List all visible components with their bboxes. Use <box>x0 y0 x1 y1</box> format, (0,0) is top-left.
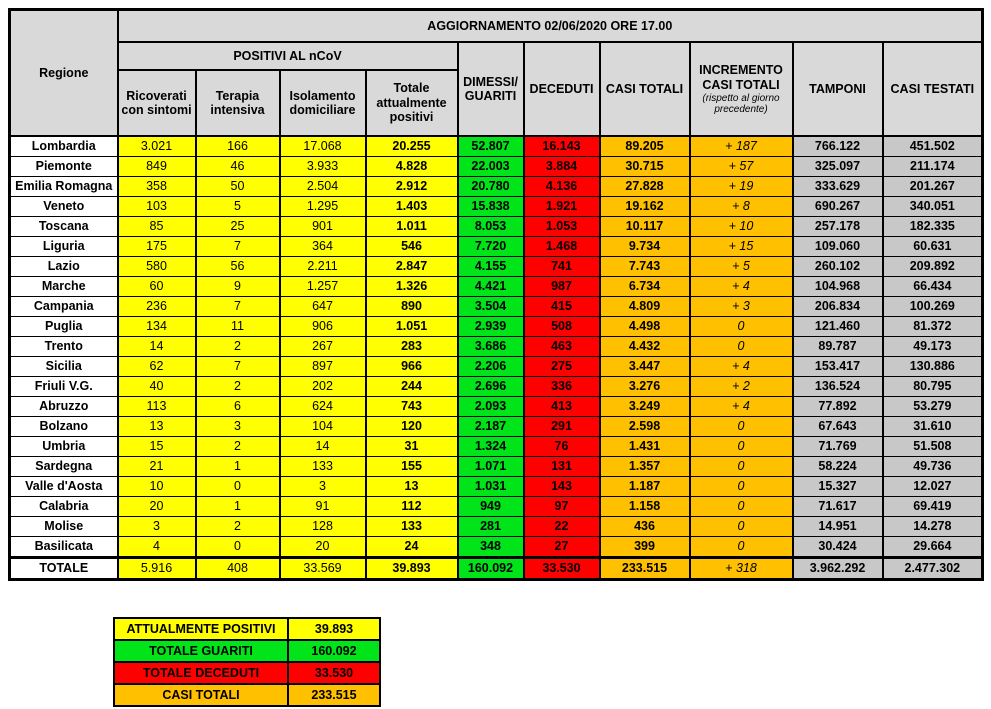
cell-totale-positivi: 24 <box>366 537 458 558</box>
cell-dimessi-guariti: 20.780 <box>458 177 524 197</box>
summary-row <box>114 662 380 684</box>
cell-totale-positivi: 20.255 <box>366 136 458 157</box>
col-header-dimessi-guariti: DIMESSI/ GUARITI <box>458 42 524 136</box>
col-header-ricoverati: Ricoverati con sintomi <box>118 70 196 136</box>
region-row <box>10 357 983 377</box>
cell-incremento: 0 <box>690 517 793 537</box>
cell-casi-testati: 53.279 <box>883 397 983 417</box>
summary-row <box>114 618 380 640</box>
cell-ricoverati: 5.916 <box>118 558 196 580</box>
cell-incremento: + 57 <box>690 157 793 177</box>
cell-casi-testati: 49.173 <box>883 337 983 357</box>
cell-ricoverati: 3.021 <box>118 136 196 157</box>
cell-region: Abruzzo <box>10 397 118 417</box>
cell-incremento: + 4 <box>690 357 793 377</box>
cell-casi-testati: 209.892 <box>883 257 983 277</box>
cell-tamponi: 58.224 <box>793 457 883 477</box>
cell-region: Emilia Romagna <box>10 177 118 197</box>
cell-terapia-intensiva: 2 <box>196 437 280 457</box>
region-row <box>10 317 983 337</box>
region-row <box>10 177 983 197</box>
cell-casi-totali: 4.809 <box>600 297 690 317</box>
cell-casi-testati: 211.174 <box>883 157 983 177</box>
cell-isolamento: 647 <box>280 297 366 317</box>
region-row <box>10 437 983 457</box>
cell-ricoverati: 40 <box>118 377 196 397</box>
cell-dimessi-guariti: 22.003 <box>458 157 524 177</box>
cell-deceduti: 131 <box>524 457 600 477</box>
cell-incremento: 0 <box>690 457 793 477</box>
cell-tamponi: 136.524 <box>793 377 883 397</box>
summary-row <box>114 684 380 706</box>
cell-casi-testati: 451.502 <box>883 136 983 157</box>
cell-casi-testati: 80.795 <box>883 377 983 397</box>
cell-incremento: + 2 <box>690 377 793 397</box>
col-header-terapia-intensiva: Terapia intensiva <box>196 70 280 136</box>
cell-totale-positivi: 966 <box>366 357 458 377</box>
cell-deceduti: 741 <box>524 257 600 277</box>
cell-incremento: + 4 <box>690 277 793 297</box>
cell-casi-totali: 6.734 <box>600 277 690 297</box>
region-row <box>10 257 983 277</box>
cell-ricoverati: 60 <box>118 277 196 297</box>
cell-terapia-intensiva: 3 <box>196 417 280 437</box>
cell-deceduti: 291 <box>524 417 600 437</box>
summary-value: 33.530 <box>288 662 380 684</box>
cell-totale-positivi: 244 <box>366 377 458 397</box>
cell-terapia-intensiva: 50 <box>196 177 280 197</box>
cell-ricoverati: 580 <box>118 257 196 277</box>
cell-incremento: 0 <box>690 477 793 497</box>
cell-dimessi-guariti: 281 <box>458 517 524 537</box>
cell-casi-totali: 89.205 <box>600 136 690 157</box>
cell-region: Basilicata <box>10 537 118 558</box>
cell-casi-testati: 60.631 <box>883 237 983 257</box>
cell-deceduti: 1.921 <box>524 197 600 217</box>
summary-value: 39.893 <box>288 618 380 640</box>
cell-isolamento: 3.933 <box>280 157 366 177</box>
cell-isolamento: 624 <box>280 397 366 417</box>
cell-incremento: 0 <box>690 537 793 558</box>
cell-casi-testati: 81.372 <box>883 317 983 337</box>
cell-ricoverati: 236 <box>118 297 196 317</box>
summary-label: CASI TOTALI <box>114 684 288 706</box>
cell-totale-positivi: 120 <box>366 417 458 437</box>
cell-dimessi-guariti: 1.071 <box>458 457 524 477</box>
cell-region: Sicilia <box>10 357 118 377</box>
cell-dimessi-guariti: 2.093 <box>458 397 524 417</box>
cell-deceduti: 336 <box>524 377 600 397</box>
cell-tamponi: 71.617 <box>793 497 883 517</box>
cell-terapia-intensiva: 166 <box>196 136 280 157</box>
cell-tamponi: 15.327 <box>793 477 883 497</box>
cell-ricoverati: 14 <box>118 337 196 357</box>
cell-totale-positivi: 155 <box>366 457 458 477</box>
cell-incremento: 0 <box>690 317 793 337</box>
cell-totale-positivi: 133 <box>366 517 458 537</box>
cell-terapia-intensiva: 5 <box>196 197 280 217</box>
cell-deceduti: 97 <box>524 497 600 517</box>
summary-label: TOTALE GUARITI <box>114 640 288 662</box>
cell-isolamento: 267 <box>280 337 366 357</box>
cell-region: Liguria <box>10 237 118 257</box>
cell-totale-positivi: 1.011 <box>366 217 458 237</box>
cell-ricoverati: 175 <box>118 237 196 257</box>
cell-casi-totali: 1.187 <box>600 477 690 497</box>
cell-casi-testati: 66.434 <box>883 277 983 297</box>
cell-dimessi-guariti: 4.421 <box>458 277 524 297</box>
cell-incremento: + 3 <box>690 297 793 317</box>
cell-incremento: 0 <box>690 437 793 457</box>
cell-terapia-intensiva: 6 <box>196 397 280 417</box>
col-group-positivi: POSITIVI AL nCoV <box>118 42 458 70</box>
cell-casi-totali: 4.498 <box>600 317 690 337</box>
cell-casi-testati: 130.886 <box>883 357 983 377</box>
col-header-casi-totali: CASI TOTALI <box>600 42 690 136</box>
cell-region: Trento <box>10 337 118 357</box>
cell-terapia-intensiva: 11 <box>196 317 280 337</box>
cell-dimessi-guariti: 8.053 <box>458 217 524 237</box>
cell-isolamento: 2.504 <box>280 177 366 197</box>
cell-isolamento: 897 <box>280 357 366 377</box>
cell-isolamento: 901 <box>280 217 366 237</box>
summary-value: 233.515 <box>288 684 380 706</box>
cell-ricoverati: 113 <box>118 397 196 417</box>
cell-terapia-intensiva: 1 <box>196 497 280 517</box>
cell-terapia-intensiva: 0 <box>196 477 280 497</box>
summary-row <box>114 640 380 662</box>
cell-casi-testati: 69.419 <box>883 497 983 517</box>
cell-ricoverati: 85 <box>118 217 196 237</box>
cell-tamponi: 89.787 <box>793 337 883 357</box>
cell-tamponi: 3.962.292 <box>793 558 883 580</box>
cell-deceduti: 463 <box>524 337 600 357</box>
cell-deceduti: 4.136 <box>524 177 600 197</box>
cell-terapia-intensiva: 1 <box>196 457 280 477</box>
cell-totale-positivi: 1.051 <box>366 317 458 337</box>
region-row <box>10 136 983 157</box>
cell-incremento: + 19 <box>690 177 793 197</box>
cell-casi-testati: 182.335 <box>883 217 983 237</box>
cell-dimessi-guariti: 15.838 <box>458 197 524 217</box>
cell-totale-positivi: 890 <box>366 297 458 317</box>
cell-isolamento: 364 <box>280 237 366 257</box>
cell-tamponi: 690.267 <box>793 197 883 217</box>
region-row <box>10 157 983 177</box>
cell-incremento: + 10 <box>690 217 793 237</box>
cell-casi-totali: 436 <box>600 517 690 537</box>
cell-ricoverati: 3 <box>118 517 196 537</box>
cell-ricoverati: 134 <box>118 317 196 337</box>
cell-isolamento: 91 <box>280 497 366 517</box>
cell-terapia-intensiva: 408 <box>196 558 280 580</box>
cell-ricoverati: 4 <box>118 537 196 558</box>
cell-dimessi-guariti: 2.696 <box>458 377 524 397</box>
cell-region: Friuli V.G. <box>10 377 118 397</box>
cell-totale-positivi: 546 <box>366 237 458 257</box>
cell-isolamento: 104 <box>280 417 366 437</box>
cell-casi-totali: 2.598 <box>600 417 690 437</box>
cell-dimessi-guariti: 52.807 <box>458 136 524 157</box>
region-row <box>10 477 983 497</box>
cell-totale-positivi: 39.893 <box>366 558 458 580</box>
cell-casi-totali: 19.162 <box>600 197 690 217</box>
cell-isolamento: 14 <box>280 437 366 457</box>
cell-tamponi: 30.424 <box>793 537 883 558</box>
cell-casi-totali: 10.117 <box>600 217 690 237</box>
cell-isolamento: 20 <box>280 537 366 558</box>
cell-deceduti: 3.884 <box>524 157 600 177</box>
region-row <box>10 297 983 317</box>
cell-totale-positivi: 13 <box>366 477 458 497</box>
cell-terapia-intensiva: 7 <box>196 297 280 317</box>
cell-tamponi: 77.892 <box>793 397 883 417</box>
cell-deceduti: 76 <box>524 437 600 457</box>
cell-incremento: + 5 <box>690 257 793 277</box>
cell-tamponi: 257.178 <box>793 217 883 237</box>
cell-totale-positivi: 112 <box>366 497 458 517</box>
cell-tamponi: 260.102 <box>793 257 883 277</box>
cell-casi-testati: 29.664 <box>883 537 983 558</box>
cell-casi-totali: 9.734 <box>600 237 690 257</box>
cell-tamponi: 14.951 <box>793 517 883 537</box>
cell-region: Veneto <box>10 197 118 217</box>
cell-tamponi: 206.834 <box>793 297 883 317</box>
cell-dimessi-guariti: 3.686 <box>458 337 524 357</box>
cell-totale-positivi: 31 <box>366 437 458 457</box>
cell-isolamento: 128 <box>280 517 366 537</box>
cell-casi-totali: 399 <box>600 537 690 558</box>
cell-terapia-intensiva: 2 <box>196 337 280 357</box>
cell-region: Bolzano <box>10 417 118 437</box>
cell-tamponi: 333.629 <box>793 177 883 197</box>
cell-region: Puglia <box>10 317 118 337</box>
cell-terapia-intensiva: 0 <box>196 537 280 558</box>
cell-totale-positivi: 1.326 <box>366 277 458 297</box>
cell-tamponi: 104.968 <box>793 277 883 297</box>
cell-incremento: + 15 <box>690 237 793 257</box>
covid-regions-table <box>8 8 984 581</box>
cell-totale-positivi: 4.828 <box>366 157 458 177</box>
cell-dimessi-guariti: 7.720 <box>458 237 524 257</box>
region-row <box>10 197 983 217</box>
cell-isolamento: 1.295 <box>280 197 366 217</box>
cell-isolamento: 906 <box>280 317 366 337</box>
cell-tamponi: 71.769 <box>793 437 883 457</box>
region-row <box>10 337 983 357</box>
col-header-regione: Regione <box>10 10 118 137</box>
cell-region: Umbria <box>10 437 118 457</box>
cell-ricoverati: 62 <box>118 357 196 377</box>
cell-totale-positivi: 2.912 <box>366 177 458 197</box>
cell-incremento: + 187 <box>690 136 793 157</box>
summary-label: ATTUALMENTE POSITIVI <box>114 618 288 640</box>
col-header-casi-testati: CASI TESTATI <box>883 42 983 136</box>
cell-tamponi: 67.643 <box>793 417 883 437</box>
cell-terapia-intensiva: 9 <box>196 277 280 297</box>
cell-casi-testati: 100.269 <box>883 297 983 317</box>
cell-incremento: 0 <box>690 417 793 437</box>
cell-terapia-intensiva: 25 <box>196 217 280 237</box>
cell-region: Valle d'Aosta <box>10 477 118 497</box>
cell-deceduti: 16.143 <box>524 136 600 157</box>
cell-dimessi-guariti: 2.206 <box>458 357 524 377</box>
cell-incremento: 0 <box>690 497 793 517</box>
incremento-label: INCREMENTO CASI TOTALI <box>699 63 783 92</box>
col-header-totale-positivi: Totale attualmente positivi <box>366 70 458 136</box>
cell-dimessi-guariti: 949 <box>458 497 524 517</box>
cell-terapia-intensiva: 56 <box>196 257 280 277</box>
cell-tamponi: 121.460 <box>793 317 883 337</box>
cell-region: Lazio <box>10 257 118 277</box>
cell-region: Sardegna <box>10 457 118 477</box>
col-header-deceduti: DECEDUTI <box>524 42 600 136</box>
cell-casi-testati: 51.508 <box>883 437 983 457</box>
region-row <box>10 497 983 517</box>
region-row <box>10 237 983 257</box>
cell-casi-testati: 14.278 <box>883 517 983 537</box>
cell-ricoverati: 849 <box>118 157 196 177</box>
cell-casi-testati: 49.736 <box>883 457 983 477</box>
cell-casi-testati: 340.051 <box>883 197 983 217</box>
cell-terapia-intensiva: 2 <box>196 377 280 397</box>
region-row <box>10 417 983 437</box>
cell-isolamento: 3 <box>280 477 366 497</box>
cell-deceduti: 415 <box>524 297 600 317</box>
cell-region: Molise <box>10 517 118 537</box>
cell-casi-totali: 7.743 <box>600 257 690 277</box>
region-row <box>10 457 983 477</box>
col-header-incremento <box>690 42 793 136</box>
incremento-note: (rispetto al giorno precedente) <box>702 92 780 115</box>
cell-dimessi-guariti: 4.155 <box>458 257 524 277</box>
cell-ricoverati: 15 <box>118 437 196 457</box>
cell-casi-totali: 1.357 <box>600 457 690 477</box>
cell-isolamento: 2.211 <box>280 257 366 277</box>
summary-table <box>113 617 381 707</box>
cell-casi-totali: 3.276 <box>600 377 690 397</box>
cell-dimessi-guariti: 3.504 <box>458 297 524 317</box>
cell-region: Toscana <box>10 217 118 237</box>
cell-ricoverati: 10 <box>118 477 196 497</box>
cell-casi-totali: 3.249 <box>600 397 690 417</box>
cell-deceduti: 1.468 <box>524 237 600 257</box>
cell-totale-positivi: 1.403 <box>366 197 458 217</box>
cell-terapia-intensiva: 7 <box>196 357 280 377</box>
cell-dimessi-guariti: 2.187 <box>458 417 524 437</box>
cell-dimessi-guariti: 1.031 <box>458 477 524 497</box>
col-header-tamponi: TAMPONI <box>793 42 883 136</box>
cell-deceduti: 22 <box>524 517 600 537</box>
cell-dimessi-guariti: 2.939 <box>458 317 524 337</box>
cell-deceduti: 987 <box>524 277 600 297</box>
cell-deceduti: 275 <box>524 357 600 377</box>
cell-casi-totali: 4.432 <box>600 337 690 357</box>
cell-deceduti: 413 <box>524 397 600 417</box>
cell-ricoverati: 21 <box>118 457 196 477</box>
region-row <box>10 377 983 397</box>
cell-terapia-intensiva: 7 <box>196 237 280 257</box>
cell-region: Piemonte <box>10 157 118 177</box>
cell-region: TOTALE <box>10 558 118 580</box>
cell-ricoverati: 13 <box>118 417 196 437</box>
cell-totale-positivi: 743 <box>366 397 458 417</box>
totale-row <box>10 558 983 580</box>
cell-incremento: + 8 <box>690 197 793 217</box>
cell-casi-totali: 1.158 <box>600 497 690 517</box>
region-row <box>10 217 983 237</box>
cell-ricoverati: 103 <box>118 197 196 217</box>
cell-incremento: + 318 <box>690 558 793 580</box>
cell-terapia-intensiva: 2 <box>196 517 280 537</box>
cell-casi-testati: 12.027 <box>883 477 983 497</box>
cell-casi-testati: 2.477.302 <box>883 558 983 580</box>
cell-dimessi-guariti: 1.324 <box>458 437 524 457</box>
cell-dimessi-guariti: 348 <box>458 537 524 558</box>
table-title: AGGIORNAMENTO 02/06/2020 ORE 17.00 <box>118 10 983 43</box>
cell-region: Calabria <box>10 497 118 517</box>
cell-casi-totali: 27.828 <box>600 177 690 197</box>
region-row <box>10 517 983 537</box>
cell-deceduti: 33.530 <box>524 558 600 580</box>
cell-isolamento: 133 <box>280 457 366 477</box>
cell-region: Marche <box>10 277 118 297</box>
cell-tamponi: 325.097 <box>793 157 883 177</box>
cell-ricoverati: 358 <box>118 177 196 197</box>
cell-tamponi: 109.060 <box>793 237 883 257</box>
region-row <box>10 397 983 417</box>
cell-incremento: 0 <box>690 337 793 357</box>
cell-dimessi-guariti: 160.092 <box>458 558 524 580</box>
cell-region: Campania <box>10 297 118 317</box>
cell-casi-testati: 201.267 <box>883 177 983 197</box>
cell-casi-totali: 233.515 <box>600 558 690 580</box>
cell-totale-positivi: 283 <box>366 337 458 357</box>
summary-label: TOTALE DECEDUTI <box>114 662 288 684</box>
cell-casi-totali: 30.715 <box>600 157 690 177</box>
cell-casi-testati: 31.610 <box>883 417 983 437</box>
cell-deceduti: 143 <box>524 477 600 497</box>
cell-casi-totali: 1.431 <box>600 437 690 457</box>
cell-deceduti: 508 <box>524 317 600 337</box>
cell-deceduti: 1.053 <box>524 217 600 237</box>
cell-isolamento: 202 <box>280 377 366 397</box>
col-header-isolamento: Isolamento domiciliare <box>280 70 366 136</box>
cell-terapia-intensiva: 46 <box>196 157 280 177</box>
cell-isolamento: 17.068 <box>280 136 366 157</box>
region-row <box>10 277 983 297</box>
cell-isolamento: 33.569 <box>280 558 366 580</box>
cell-region: Lombardia <box>10 136 118 157</box>
cell-totale-positivi: 2.847 <box>366 257 458 277</box>
region-row <box>10 537 983 558</box>
cell-tamponi: 766.122 <box>793 136 883 157</box>
cell-ricoverati: 20 <box>118 497 196 517</box>
summary-value: 160.092 <box>288 640 380 662</box>
cell-isolamento: 1.257 <box>280 277 366 297</box>
cell-casi-totali: 3.447 <box>600 357 690 377</box>
cell-deceduti: 27 <box>524 537 600 558</box>
cell-incremento: + 4 <box>690 397 793 417</box>
cell-tamponi: 153.417 <box>793 357 883 377</box>
